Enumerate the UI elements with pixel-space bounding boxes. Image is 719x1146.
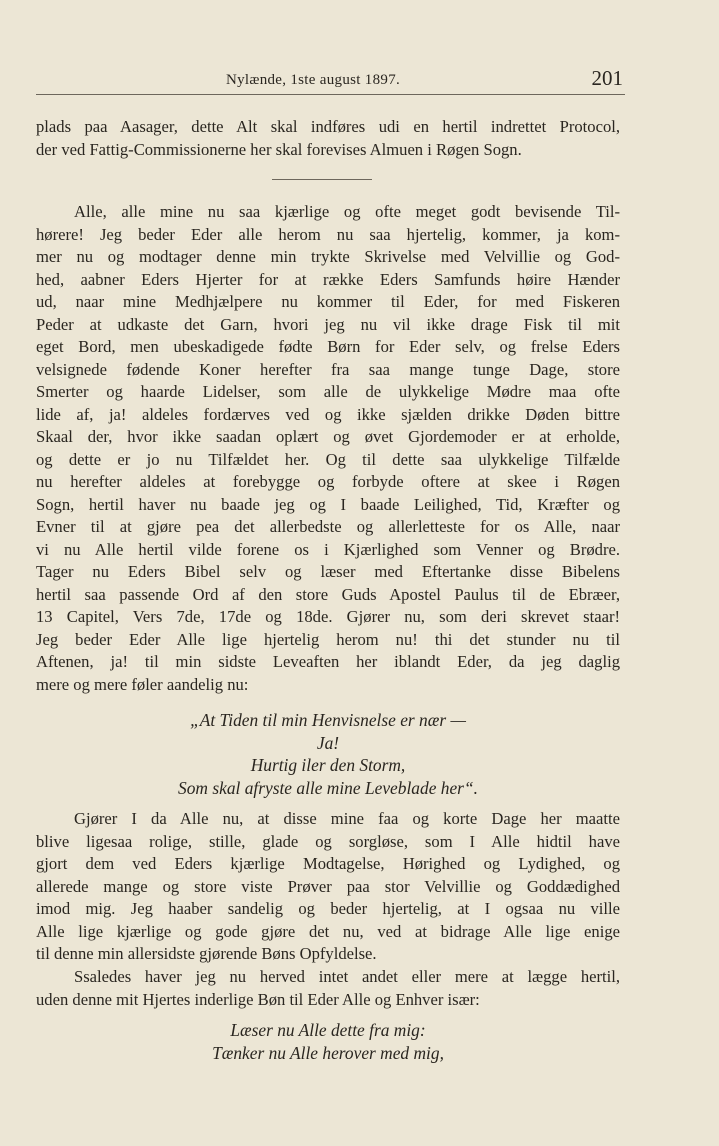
poem-line: Ja! (316, 732, 340, 753)
poem-line: Tænker nu Alle herover med mig, (212, 1042, 444, 1063)
text-line: Aftenen, ja! til min sidste Leveaften her iblandt Eder, da jeg daglig (36, 652, 620, 671)
running-title: Nylænde, 1ste august 1897. (226, 72, 401, 88)
text-line: hed, aabner Eders Hjerter for at række Eders Samfunds høire Hænder (36, 269, 620, 289)
text-line: gjort dem ved Eders kjærlige Modtagelse, Hørighed og Lydighed, og (36, 854, 620, 873)
text-line: hørere! Jeg beder Eder alle herom nu saa hjertelig, kommer, ja kom- (36, 224, 620, 244)
text-line: velsignede fødende Koner herefter fra saa mange tunge Dage, store (36, 359, 620, 379)
text-line: nu herefter aldeles at forebygge og forbyde oftere at skee i Røgen (36, 472, 620, 491)
text-line: og dette er jo nu Tilfældet her. Og til dette saa ulykkelige Tilfælde (36, 449, 620, 469)
text-line: til denne min allersidste gjørende Bøns Opfyldelse. (36, 944, 377, 963)
text-line: Alle, alle mine nu saa kjærlige og ofte meget godt bevisende Til- (74, 202, 620, 221)
text-line: mer nu og modtager denne min trykte Skrivelse med Velvillie og God- (36, 247, 620, 266)
text-line: Smerter og haarde Lidelser, som alle de ulykkelige Mødre maa ofte (36, 382, 620, 401)
poem-verse-one (36, 709, 620, 799)
text-line: Skaal der, hvor ikke saadan oplært og øvet Gjordemoder er at erholde, (36, 427, 620, 446)
text-line: 13 Capitel, Vers 7de, 17de og 18de. Gjører nu, som deri skrevet staar! (36, 607, 620, 626)
paragraph-closing (36, 966, 620, 1011)
text-line: lide af, ja! aldeles fordærves ved og ikke sjælden drikke Døden bittre (36, 404, 620, 424)
text-line: eget Bord, men ubeskadigede fødte Børn for Eder selv, og frelse Eders (36, 337, 620, 356)
text-line: imod mig. Jeg haaber sandelig og beder hjertelig, at I ogsaa nu ville (36, 899, 620, 918)
paragraph-protocol (36, 116, 620, 161)
text-line: hertil saa passende Ord af den store Guds Apostel Paulus til de Ebræer, (36, 584, 620, 604)
poem-line: Læser nu Alle dette fra mig: (230, 1020, 426, 1040)
text-line: Peder at udkaste det Garn, hvori jeg nu vil ikke drage Fisk til mit (36, 314, 620, 334)
text-line: ud, naar mine Medhjælpere nu kommer til Eder, for med Fiskeren (36, 292, 620, 311)
text-line: der ved Fattig-Commissionerne her skal forevises Almuen i Røgen Sogn. (36, 139, 522, 159)
paragraph-request (36, 808, 620, 966)
text-line: Alle lige kjærlige og gode gjøre det nu, ved at bidrage Alle lige enige (36, 921, 620, 941)
section-divider (272, 179, 372, 180)
text-line: plads paa Aasager, dette Alt skal indføres udi en hertil indrettet Protocol, (36, 117, 620, 136)
text-line: Jeg beder Eder Alle lige hjertelig herom nu! thi det stunder nu til (36, 629, 620, 649)
paragraph-appeal (36, 201, 620, 696)
poem-verse-two (36, 1019, 620, 1064)
poem-line: Som skal afryste alle mine Leveblade her“. (178, 777, 478, 798)
text-line: Ssaledes haver jeg nu herved intet andet eller mere at lægge hertil, (74, 967, 620, 986)
poem-line: Hurtig iler den Storm, (250, 755, 406, 775)
text-line: allerede mange og store viste Prøver paa stor Velvillie og Goddædighed (36, 876, 620, 896)
running-header (36, 68, 625, 95)
text-line: blive ligesaa rolige, stille, glade og sorgløse, som I Alle hidtil have (36, 831, 620, 851)
text-line: vi nu Alle hertil vilde forene os i Kjærlighed som Venner og Brødre. (36, 539, 620, 559)
poem-line: „At Tiden til min Henvisnelse er nær — (190, 710, 466, 730)
text-line: Tager nu Eders Bibel selv og læser med Eftertanke disse Bibelens (36, 562, 620, 581)
text-line: Sogn, hertil haver nu baade jeg og I baade Leilighed, Tid, Kræfter og (36, 494, 620, 514)
text-line: mere og mere føler aandelig nu: (36, 674, 249, 694)
text-line: Evner til at gjøre pea det allerbedste og allerletteste for os Alle, naar (36, 517, 620, 536)
text-line: Gjører I da Alle nu, at disse mine faa og korte Dage her maatte (74, 809, 620, 828)
text-line: uden denne mit Hjertes inderlige Bøn til Eder Alle og Enhver især: (36, 989, 480, 1009)
page-number: 201 (591, 66, 623, 90)
